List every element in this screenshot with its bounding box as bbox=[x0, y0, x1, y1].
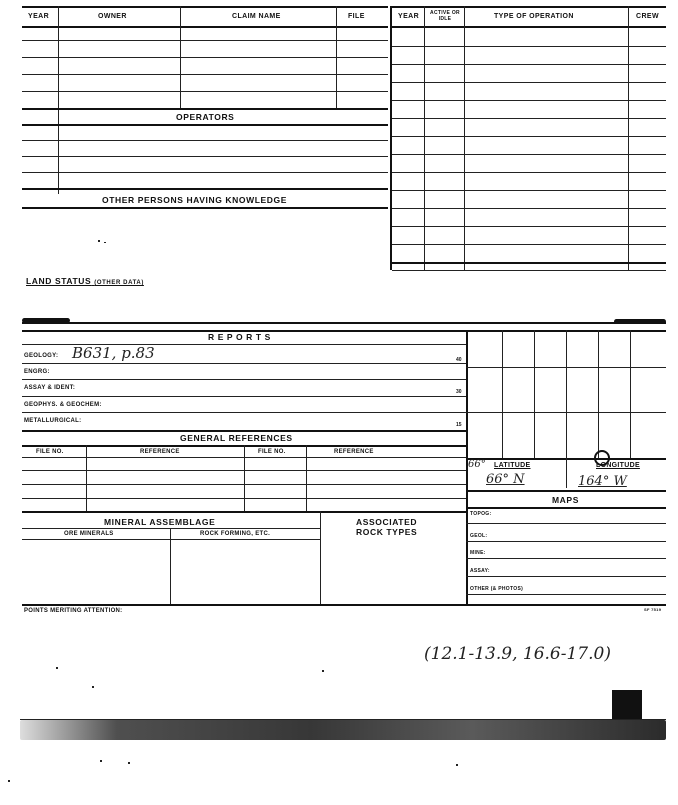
report-geology-number: 40 bbox=[456, 357, 462, 363]
latitude-value: 66° N bbox=[486, 472, 525, 487]
report-geology-value: B631, p.83 bbox=[72, 344, 155, 362]
reports-title: R E P O R T S bbox=[208, 332, 271, 342]
land-status-subtitle: (OTHER DATA) bbox=[94, 280, 144, 286]
general-ref-reference-2: REFERENCE bbox=[334, 449, 374, 455]
general-ref-reference-1: REFERENCE bbox=[140, 449, 180, 455]
scan-smear-band bbox=[20, 720, 666, 740]
handwritten-note: (12.1-13.9, 16.6-17.0) bbox=[424, 644, 611, 664]
associated-subtitle: ROCK TYPES bbox=[356, 527, 418, 537]
report-geophys-label: GEOPHYS. & GEOCHEM: bbox=[24, 402, 102, 408]
longitude-value: 164° W bbox=[578, 474, 627, 489]
latitude-label: LATITUDE bbox=[494, 462, 531, 469]
maps-mine: MINE: bbox=[470, 550, 486, 556]
operators-title: OPERATORS bbox=[176, 112, 235, 122]
operations-header-year: YEAR bbox=[398, 13, 420, 20]
land-status-title: LAND STATUS bbox=[26, 276, 92, 286]
claims-header-owner: OWNER bbox=[98, 13, 127, 20]
report-geology-label: GEOLOGY: bbox=[24, 353, 59, 359]
rock-forming-label: ROCK FORMING, ETC. bbox=[200, 531, 271, 537]
operations-header-type: TYPE OF OPERATION bbox=[494, 13, 574, 20]
maps-title: MAPS bbox=[552, 495, 579, 505]
points-meriting-attention: POINTS MERITING ATTENTION: bbox=[24, 608, 123, 614]
report-assay-label: ASSAY & IDENT: bbox=[24, 385, 76, 391]
black-square-mark bbox=[612, 690, 642, 720]
latitude-prefix: 66° bbox=[468, 459, 486, 470]
maps-assay: ASSAY: bbox=[470, 568, 490, 574]
maps-other: OTHER (& PHOTOS) bbox=[470, 586, 524, 592]
other-persons-title: OTHER PERSONS HAVING KNOWLEDGE bbox=[102, 195, 288, 205]
form-number: SF 7519 bbox=[644, 607, 662, 612]
mineral-assemblage-title: MINERAL ASSEMBLAGE bbox=[104, 517, 216, 527]
ore-minerals-label: ORE MINERALS bbox=[64, 531, 114, 537]
maps-topog: TOPOG: bbox=[470, 511, 492, 517]
report-assay-number: 30 bbox=[456, 389, 462, 395]
general-references-title: GENERAL REFERENCES bbox=[180, 433, 293, 443]
claims-header-claim-name: CLAIM NAME bbox=[232, 13, 281, 20]
report-engrg-label: ENGRG: bbox=[24, 369, 50, 375]
claims-header-file: FILE bbox=[348, 13, 365, 20]
report-metallurgical-label: METALLURGICAL: bbox=[24, 418, 82, 424]
maps-geol: GEOL: bbox=[470, 533, 488, 539]
operations-header-active-or-idle: ACTIVE OR IDLE bbox=[430, 10, 460, 22]
claims-header-year: YEAR bbox=[28, 13, 50, 20]
longitude-label: LONGITUDE bbox=[596, 462, 640, 469]
general-ref-file-no-1: FILE NO. bbox=[36, 449, 64, 455]
operations-header-crew: CREW bbox=[636, 13, 659, 20]
associated-title: ASSOCIATED bbox=[356, 517, 418, 527]
general-ref-file-no-2: FILE NO. bbox=[258, 449, 286, 455]
report-metallurgical-number: 15 bbox=[456, 422, 462, 428]
